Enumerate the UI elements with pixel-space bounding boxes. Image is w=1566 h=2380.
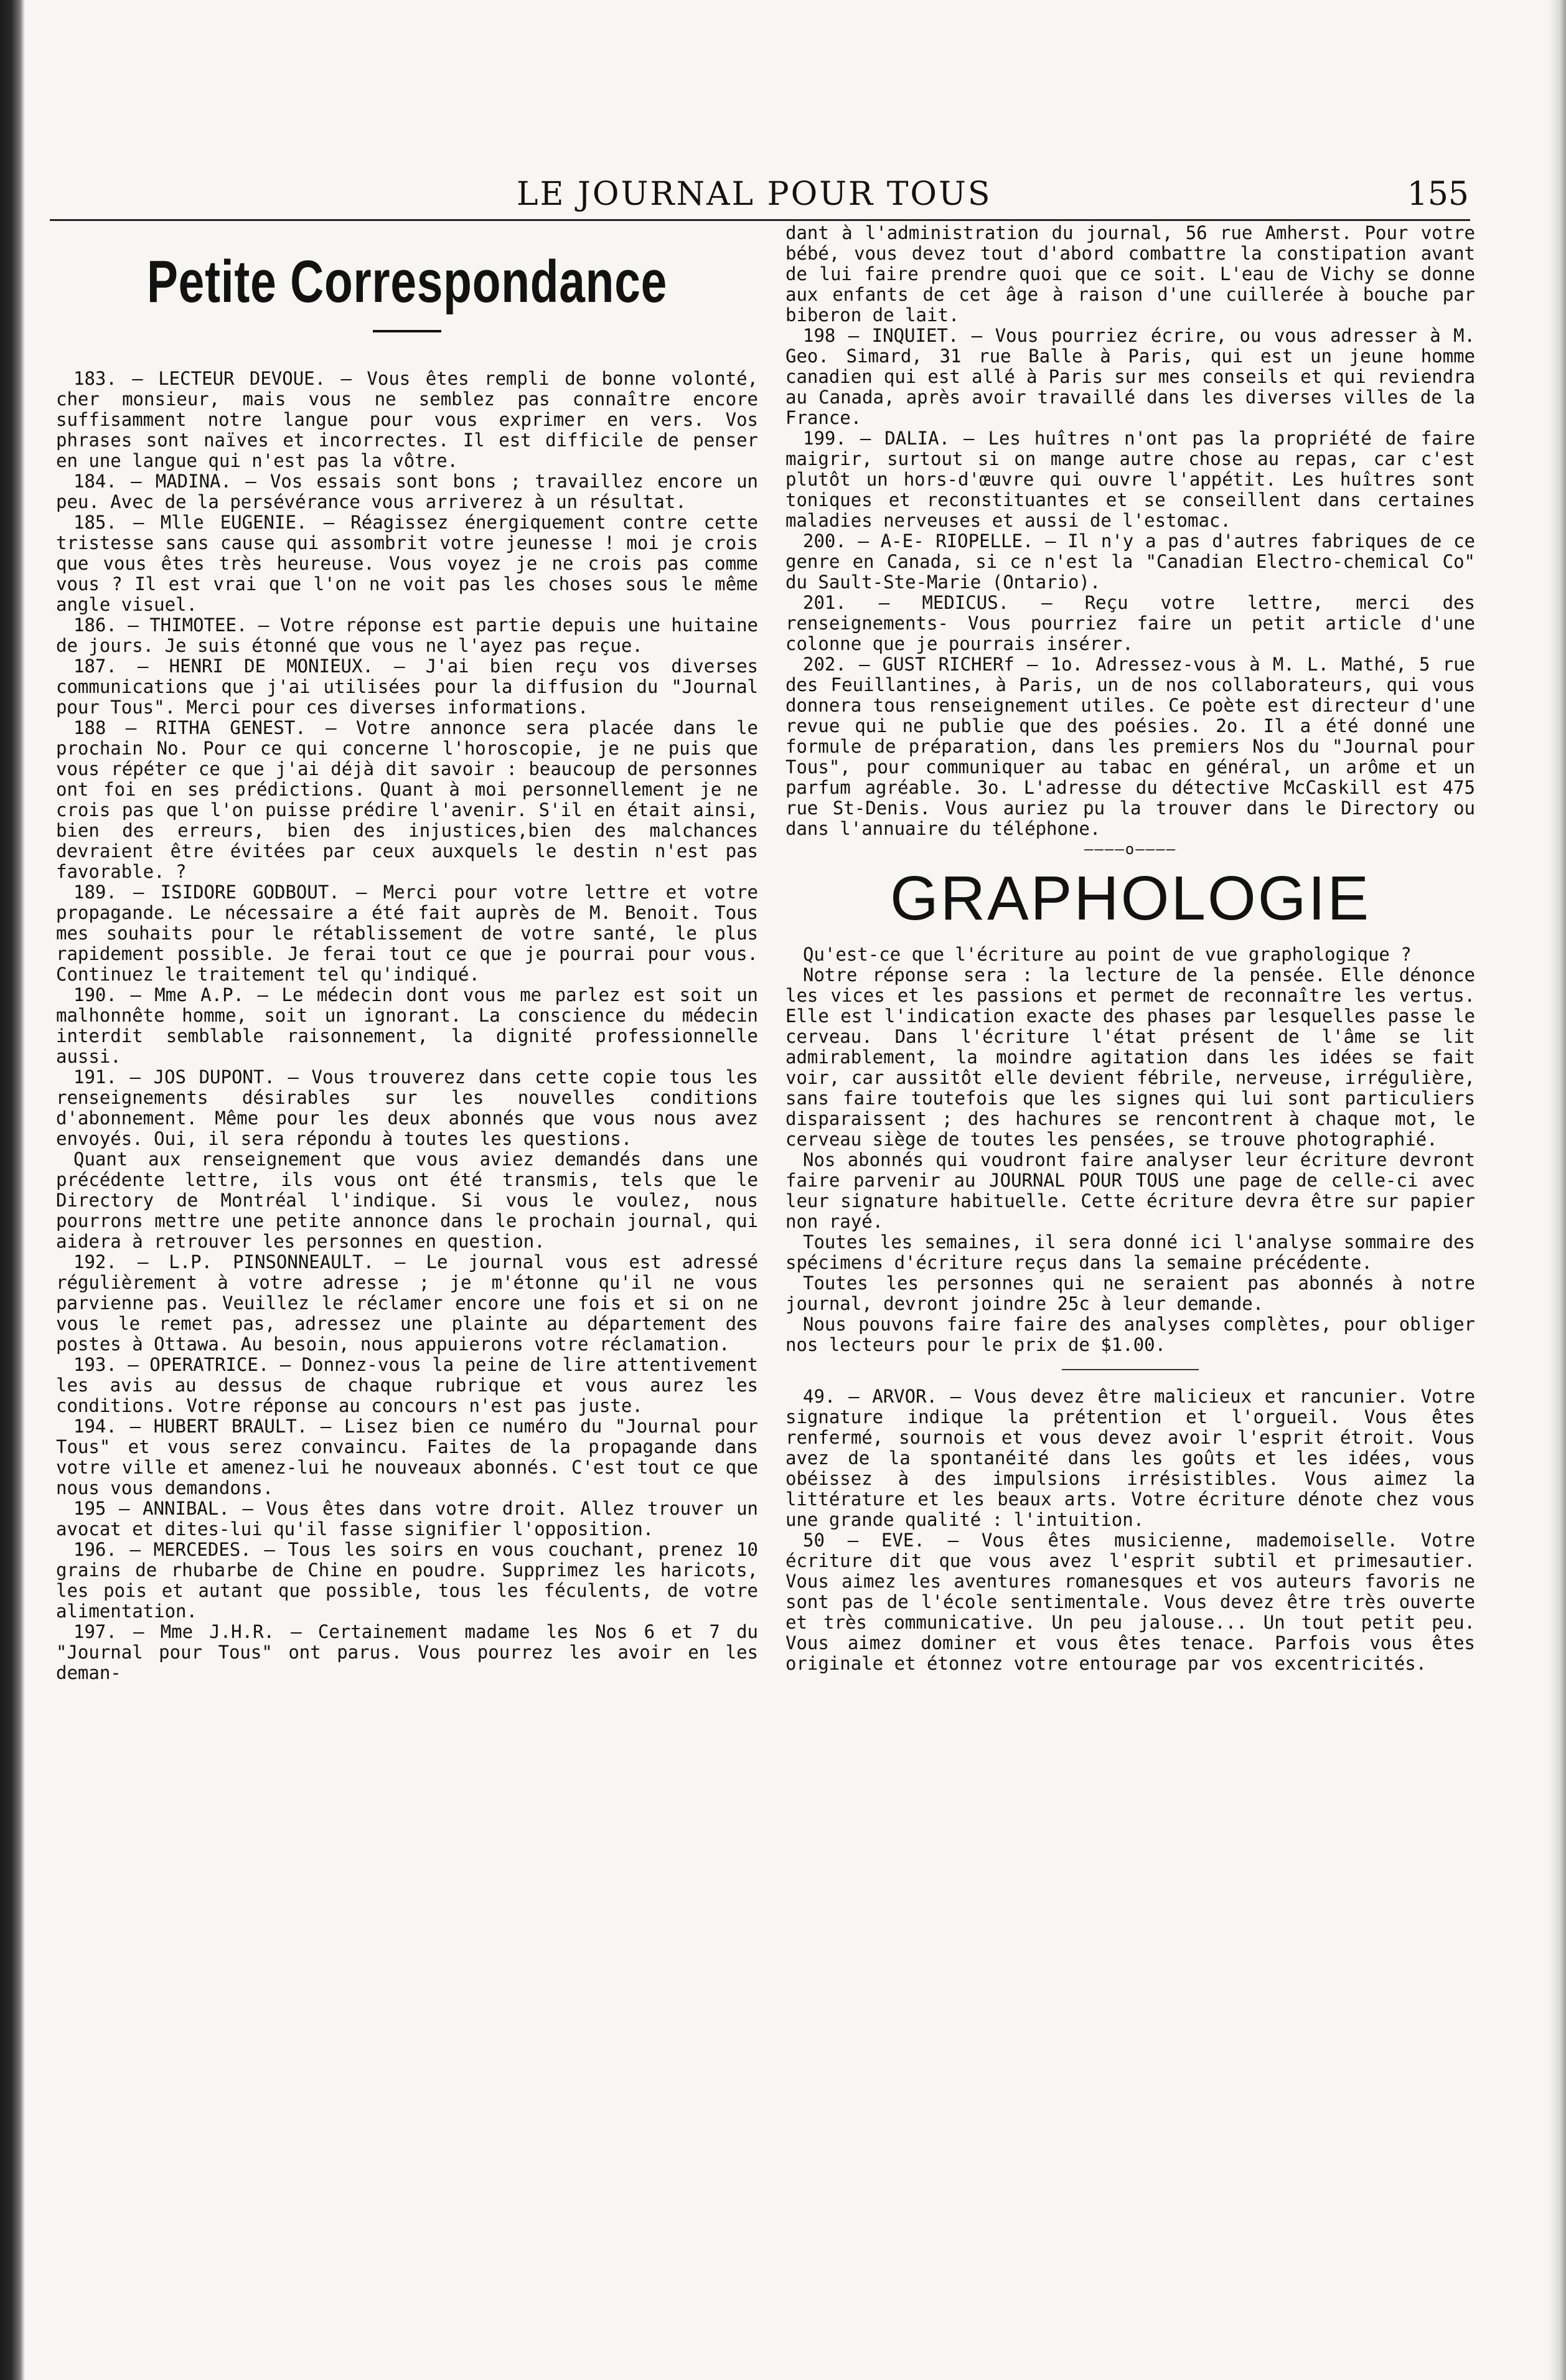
- letter-197: 197. — Mme J.H.R. — Certainement madame les Nos 6 et 7 du "Journal pour Tous" ont parus. Vous pourrez les avoir en les deman-: [56, 1621, 758, 1683]
- grapho-weekly: Toutes les semaines, il sera donné ici l'analyse sommaire des spécimens d'écriture reçus dans la semaine précédente.: [785, 1231, 1475, 1273]
- section-separator: ————o————: [1084, 840, 1177, 858]
- analysis-50: 50 — EVE. — Vous êtes musicienne, mademoiselle. Votre écriture dit que vous avez l'esprit subtil et primesautier. Vous aimez les aventures romanesques et vos auteurs favoris ne sont pas de l'école sentimentale. Vous devez être très ouverte et très communicative. Un peu jalouse... Un tout petit peu. Vous aimez dominer et vous êtes tenace. Parfois vous êtes originale et étonnez votre entourage par vos excentricités.: [785, 1530, 1475, 1674]
- page-binding-shadow: [0, 0, 25, 2380]
- letter-194: 194. — HUBERT BRAULT. — Lisez bien ce numéro du "Journal pour Tous" et vous serez convaincu. Faites de la propagande dans votre ville et amenez-lui he nouveaux abonnés. C'est tout ce que nous vous demandons.: [56, 1416, 758, 1498]
- letter-189: 189. — ISIDORE GODBOUT. — Merci pour votre lettre et votre propagande. Le nécessaire a été fait auprès de M. Benoit. Tous mes souhaits pour le rétablissement de votre santé, le plus rapidement possible. Je ferai tout ce que je pourrai pour vous. Continuez le traitement tel qu'indiqué.: [56, 882, 758, 985]
- title-underline: [373, 330, 441, 332]
- letter-192: 192. — L.P. PINSONNEAULT. — Le journal vous est adressé régulièrement à votre adresse ; je m'étonne qu'il ne vous parvienne pas. Veuillez le réclamer encore une fois et si on ne vous le remet pas, adressez une plainte au département des postes à Ottawa. Au besoin, nous appuierons votre réclamation.: [56, 1251, 758, 1355]
- grapho-full-analysis: Nous pouvons faire faire des analyses complètes, pour obliger nos lecteurs pour le prix de $1.00.: [785, 1314, 1475, 1355]
- grapho-instructions: Nos abonnés qui voudront faire analyser leur écriture devront faire parvenir au JOURNAL POUR TOUS une page de celle-ci avec leur signature habituelle. Cette écriture devra être sur papier non rayé.: [785, 1149, 1475, 1232]
- grapho-answer: Notre réponse sera : la lecture de la pensée. Elle dénonce les vices et les passions et permet de reconnaître les vertus. Elle est l'indication exacte des phases par lesquelles passe le cerveau. Dans l'écriture l'état présent de l'âme se lit admirablement, la moindre agitation dans les idées se fait voir, car aussitôt elle devient fébrile, nerveuse, irrégulière, sans faire toutefois que les signes qui lui sont particuliers disparaissent ; des hachures se rencontrent à chaque mot, le cerveau siège de toutes les pensées, se trouve photographié.: [785, 964, 1475, 1150]
- analysis-separator: [1062, 1369, 1199, 1370]
- letter-195: 195 — ANNIBAL. — Vous êtes dans votre droit. Allez trouver un avocat et dites-lui qu'il fasse signifier l'opposition.: [56, 1498, 758, 1540]
- letter-191: 191. — JOS DUPONT. — Vous trouverez dans cette copie tous les renseignements désirables sur les nouvelles conditions d'abonnement. Même pour les deux abonnés que vous nous avez envoyés. Oui, il sera répondu à toutes les questions.: [56, 1066, 758, 1149]
- letter-202: 202. — GUST RICHERf — 1o. Adressez-vous à M. L. Mathé, 5 rue des Feuillantines, à Paris, un de nos collaborateurs, qui vous donnera tous renseignement utiles. Ce poète est directeur d'une revue qui ne publie que des poésies. 2o. Il a été donné une formule de préparation, dans les premiers Nos du "Journal pour Tous", pour communiquer au tabac en général, un arôme et un parfum agréable. 3o. L'adresse du détective McCaskill est 475 rue St-Denis. Vous auriez pu la trouver dans le Directory ou dans l'annuaire du téléphone.: [785, 654, 1475, 839]
- letter-183: 183. — LECTEUR DEVOUE. — Vous êtes rempli de bonne volonté, cher monsieur, mais vous ne semblez pas connaître encore suffisamment notre langue pour vous exprimer en vers. Vos phrases sont naïves et incorrectes. Il est difficile de penser en une langue qui n'est pas la vôtre.: [56, 368, 758, 471]
- letter-199: 199. — DALIA. — Les huîtres n'ont pas la propriété de faire maigrir, surtout si on mange autre chose au repas, car c'est plutôt un hors-d'œuvre qui ouvre l'appétit. Les huîtres sont toniques et reconstituantes et se conseillent dans certaines maladies nerveuses et aussi de l'estomac.: [785, 428, 1475, 531]
- page-number: 155: [1407, 176, 1469, 213]
- letter-188: 188 — RITHA GENEST. — Votre annonce sera placée dans le prochain No. Pour ce qui concerne l'horoscopie, je ne puis que vous répéter ce que j'ai déjà dit savoir : beaucoup de personnes ont foi en ses prédictions. Quant à moi personnellement je ne crois pas que l'on puisse prédire l'avenir. S'il en était ainsi, bien des erreurs, bien des injustices,bien des malchances devraient être évitées par ceux auxquels le destin n'est pas favorable. ?: [56, 717, 758, 882]
- right-column: [785, 223, 1475, 1674]
- letter-193: 193. — OPERATRICE. — Donnez-vous la peine de lire attentivement les avis au dessus de chaque rubrique et vous aurez les conditions. Votre réponse au concours n'est pas juste.: [56, 1354, 758, 1416]
- section-title-correspondance: Petite Correspondance: [146, 248, 668, 315]
- letter-198: 198 — INQUIET. — Vous pourriez écrire, ou vous adresser à M. Geo. Simard, 31 rue Balle à Paris, qui est un jeune homme canadien qui est allé à Paris sur mes conseils et qui reviendra au Canada, après avoir travaillé dans les diverses villes de la France.: [785, 325, 1475, 428]
- letter-187: 187. — HENRI DE MONIEUX. — J'ai bien reçu vos diverses communications que j'ai utilisées pour la diffusion du "Journal pour Tous". Merci pour ces diverses informations.: [56, 656, 758, 718]
- letter-184: 184. — MADINA. — Vos essais sont bons ; travaillez encore un peu. Avec de la persévérance vous arriverez à un résultat.: [56, 471, 758, 512]
- running-header: [517, 176, 1469, 219]
- left-column: [56, 223, 758, 1683]
- letter-190: 190. — Mme A.P. — Le médecin dont vous me parlez est soit un malhonnête homme, soit un ignorant. La conscience du médecin interdit semblable raisonnement, la dignité professionnelle aussi.: [56, 984, 758, 1067]
- letter-185: 185. — Mlle EUGENIE. — Réagissez énergiquement contre cette tristesse sans cause qui assombrit votre jeunesse ! moi je crois que vous êtes très heureuse. Vous voyez je ne crois pas comme vous ? Il est vrai que l'on ne voit pas les choses sous le même angle visuel.: [56, 512, 758, 615]
- analysis-49: 49. — ARVOR. — Vous devez être malicieux et rancunier. Votre signature indique la prétention et l'orgueil. Vous êtes renfermé, sournois et vous devez avoir l'esprit étroit. Vous avez de la spontanéité dans les goûts et les idées, vous obéissez à des impulsions irrésistibles. Vous aimez la littérature et les beaux arts. Votre écriture dénote chez vous une grande qualité : l'intuition.: [785, 1386, 1475, 1530]
- journal-title: LE JOURNAL POUR TOUS: [517, 176, 992, 213]
- letter-200: 200. — A-E- RIOPELLE. — Il n'y a pas d'autres fabriques de ce genre en Canada, si ce n'est la "Canadian Electro-chemical Co" du Sault-Ste-Marie (Ontario).: [785, 530, 1475, 593]
- section-title-graphologie: GRAPHOLOGIE: [889, 863, 1371, 933]
- letter-201: 201. — MEDICUS. — Reçu votre lettre, merci des renseignements- Vous pourriez faire un petit article d'une colonne que je pourrais insérer.: [785, 592, 1475, 654]
- header-rule: [50, 219, 1470, 221]
- page-edge-shadow: [1549, 0, 1566, 2380]
- letter-191-cont: Quant aux renseignement que vous aviez demandés dans une précédente lettre, ils vous ont été transmis, tels que le Directory de Montréal l'indique. Si vous le voulez, nous pourrons mettre une petite annonce dans le prochain journal, qui aidera à retrouver les personnes en question.: [56, 1149, 758, 1252]
- grapho-question: Qu'est-ce que l'écriture au point de vue graphologique ?: [803, 944, 1412, 965]
- letter-186: 186. — THIMOTEE. — Votre réponse est partie depuis une huitaine de jours. Je suis étonné que vous ne l'ayez pas reçue.: [56, 614, 758, 656]
- grapho-fee: Toutes les personnes qui ne seraient pas abonnés à notre journal, devront joindre 25c à leur demande.: [785, 1272, 1475, 1314]
- letter-197-cont: dant à l'administration du journal, 56 rue Amherst. Pour votre bébé, vous devez tout d'abord combattre la constipation avant de lui faire prendre quoi que ce soit. L'eau de Vichy se donne aux enfants de cet âge à raison d'une cuillerée à bouche par biberon de lait.: [785, 222, 1475, 326]
- letter-196: 196. — MERCEDES. — Tous les soirs en vous couchant, prenez 10 grains de rhubarbe de Chine en poudre. Supprimez les haricots, les pois et autant que possible, tous les féculents, de votre alimentation.: [56, 1539, 758, 1622]
